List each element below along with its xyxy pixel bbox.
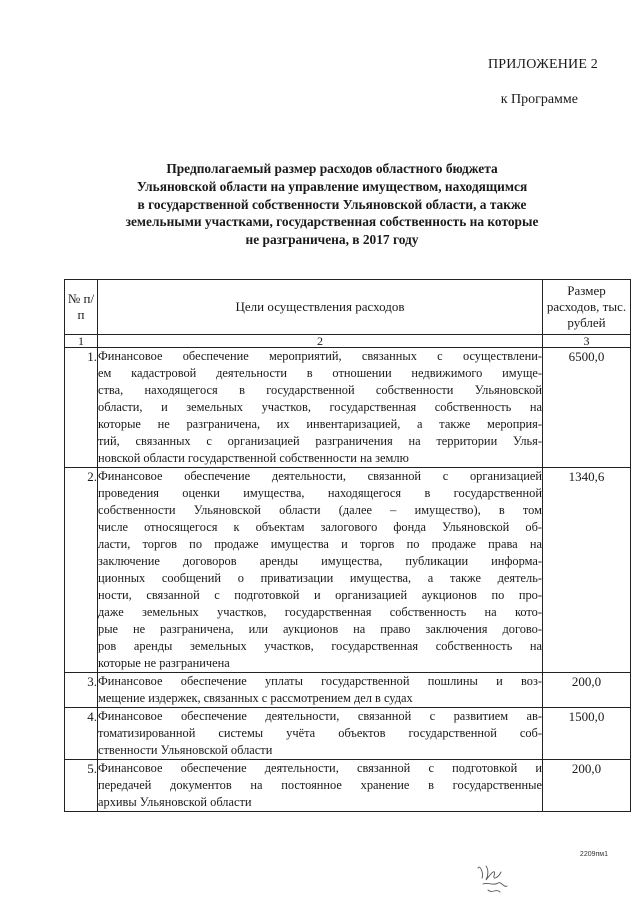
row-amount: 6500,0 (543, 348, 631, 468)
row-number: 2. (65, 468, 98, 673)
goal-line: ласти, торгов по продаже имущества и торгов по продаже права на (98, 537, 542, 551)
goal-line: которые не разграничена, их инвентаризацией, а также мероприя- (98, 417, 542, 431)
expenses-table (64, 279, 631, 812)
row-goal (98, 673, 543, 708)
goal-line: ности, связанной с подготовкой и организацией аукционов по про- (98, 588, 542, 602)
column-index: 3 (543, 335, 631, 348)
goal-line: области, и земельных участков, государственная собственность на (98, 400, 542, 414)
goal-line: проведения оценки имущества, находящегося в государственной (98, 486, 542, 500)
goal-line: ров аренды земельных участков, государственная собственность на (98, 639, 542, 653)
goal-line: Финансовое обеспечение деятельности, связанной с подготовкой и (98, 761, 542, 775)
goal-line: собственности Ульяновской области (далее – имущество), в том (98, 503, 542, 517)
goal-line: которые не разграничена (98, 656, 230, 670)
row-number: 4. (65, 708, 98, 760)
title-line: Ульяновской области на управление имуществом, находящимся (136, 178, 528, 194)
row-goal (98, 348, 543, 468)
goal-line: заключение договоров аренды имущества, публикации информа- (98, 554, 542, 568)
row-number: 5. (65, 760, 98, 812)
appendix-label: ПРИЛОЖЕНИЕ 2 (487, 57, 598, 72)
table-row (65, 708, 631, 760)
table-row (65, 348, 631, 468)
row-number: 3. (65, 673, 98, 708)
table-row (65, 760, 631, 812)
goal-line: числе относящегося к объектам залогового фонда Ульяновской об- (98, 520, 542, 534)
goal-line: архивы Ульяновской области (98, 795, 252, 809)
row-goal (98, 760, 543, 812)
title-line: в государственной собственности Ульяновской области, а также (137, 196, 527, 212)
title-line: не разграничена, в 2017 году (245, 232, 419, 248)
goal-line: ционных сообщений о приватизации имущества, а также деятель- (98, 571, 542, 585)
header-num: № п/п (65, 280, 98, 335)
document-title (108, 160, 556, 249)
goal-line: мещение издержек, связанных с рассмотрением дел в судах (98, 691, 413, 705)
goal-line: томатизированной системы учёта объектов государственной соб- (98, 726, 542, 740)
row-amount: 1500,0 (543, 708, 631, 760)
table-body (65, 348, 631, 812)
row-amount: 200,0 (543, 760, 631, 812)
goal-line: тий, связанных с организацией разграничения на территории Улья- (98, 434, 542, 448)
handwritten-mark-icon (474, 862, 516, 898)
goal-line: даже земельных участков, государственная собственность на кото- (98, 605, 542, 619)
goal-line: ем кадастровой деятельности в отношении недвижимого имуще- (98, 366, 542, 380)
goal-line: ства, находящегося в государственной собственности Ульяновской (98, 383, 542, 397)
row-amount: 1340,6 (543, 468, 631, 673)
goal-line: Финансовое обеспечение деятельности, связанной с развитием ав- (98, 709, 542, 723)
title-line: земельными участками, государственная собственность на которые (125, 214, 539, 230)
header-goal: Цели осуществления расходов (98, 280, 543, 335)
row-number: 1. (65, 348, 98, 468)
header-size: Размер расходов, тыс. рублей (543, 280, 631, 335)
goal-line: Финансовое обеспечение уплаты государственной пошлины и воз- (98, 674, 542, 688)
row-amount: 200,0 (543, 673, 631, 708)
column-index: 1 (65, 335, 98, 348)
column-index-row (65, 335, 631, 348)
row-goal (98, 468, 543, 673)
goal-line: передачей документов на постоянное хранение в государственные (98, 778, 542, 792)
goal-line: ственности Ульяновской области (98, 743, 273, 757)
document-code: 2209пм1 (579, 851, 608, 858)
table-row (65, 673, 631, 708)
column-index: 2 (98, 335, 543, 348)
row-goal (98, 708, 543, 760)
to-program-label: к Программе (500, 92, 578, 107)
goal-line: Финансовое обеспечение деятельности, связанной с организацией (98, 469, 542, 483)
goal-line: Финансовое обеспечение мероприятий, связанных с осуществлени- (98, 349, 542, 363)
table-row (65, 468, 631, 673)
title-line: Предполагаемый размер расходов областного бюджета (166, 161, 498, 176)
goal-line: новской области государственной собственности на землю (98, 451, 409, 465)
table-header-row (65, 280, 631, 335)
goal-line: рые не разграничена, или аукционов на право заключения догово- (98, 622, 542, 636)
